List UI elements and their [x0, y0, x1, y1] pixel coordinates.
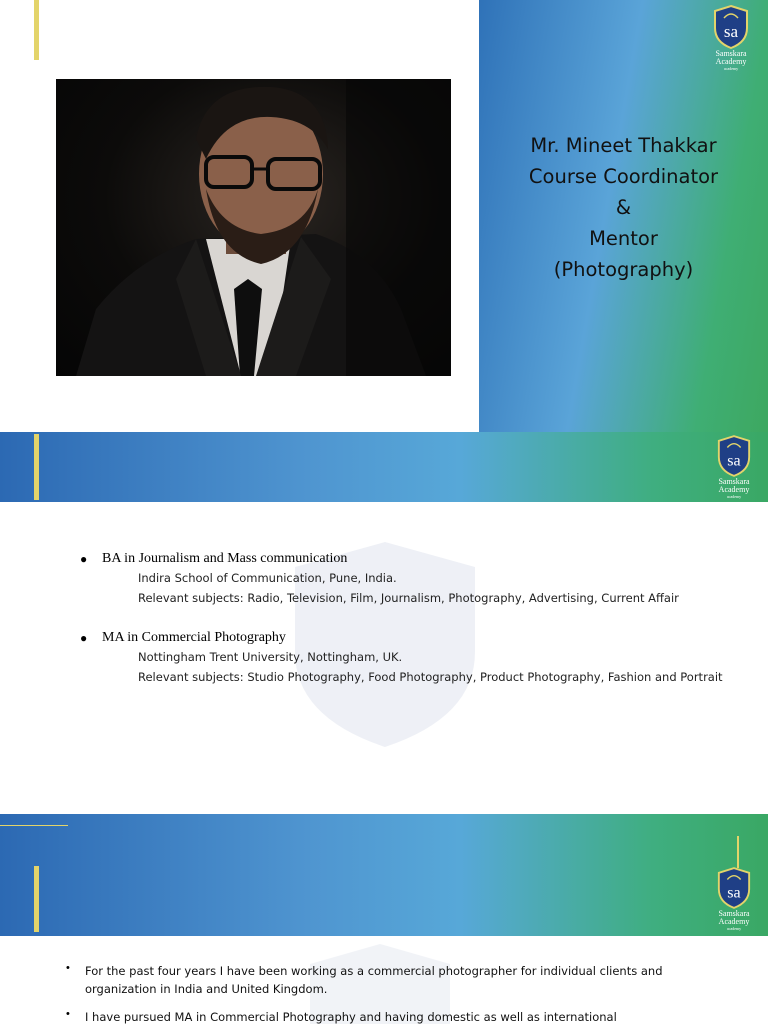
header-band: [0, 814, 768, 936]
logo-tagline: academy: [726, 494, 742, 499]
experience-list: [66, 962, 706, 1024]
profile-title: [479, 130, 768, 285]
experience-text: I have pursued MA in Commercial Photography and having domestic as well as international: [85, 1010, 617, 1024]
bullet-icon: ●: [80, 631, 88, 645]
logo-line2: Academy: [718, 485, 750, 494]
logo-line1: Samskara: [718, 909, 750, 918]
header-band: [0, 432, 768, 502]
degree-title: MA in Commercial Photography: [102, 630, 286, 645]
slide-profile: [0, 0, 768, 432]
bullet-icon: ●: [80, 552, 88, 566]
bullet-icon: •: [66, 1008, 70, 1020]
logo-line1: Samskara: [718, 477, 750, 486]
institution: Nottingham Trent University, Nottingham, UK.: [138, 650, 403, 664]
shield-icon: [716, 866, 752, 910]
person-name: Mr. Mineet Thakkar: [530, 134, 717, 157]
person-field: (Photography): [553, 258, 694, 281]
bullet-icon: •: [66, 962, 70, 974]
slide-experience: [0, 814, 768, 1024]
logo-line1: Samskara: [715, 49, 747, 58]
title-panel: [479, 0, 768, 432]
experience-text: For the past four years I have been working as a commercial photographer for individual clients and organization in India and United Kingdom.: [85, 964, 663, 996]
accent-line: [0, 825, 68, 826]
person-role: Course Coordinator: [528, 165, 719, 188]
list-item: [80, 550, 760, 608]
logo-line2: Academy: [718, 917, 750, 926]
academy-logo: [706, 4, 756, 71]
portrait-photo: [56, 79, 451, 376]
svg-text:sa: sa: [723, 22, 739, 41]
slide-education: [0, 432, 768, 814]
svg-text:sa: sa: [727, 884, 741, 902]
academy-logo: [708, 866, 760, 931]
education-list: [80, 550, 760, 708]
portrait-illustration: [56, 79, 451, 376]
svg-text:sa: sa: [351, 627, 419, 715]
accent-line: [737, 836, 739, 868]
svg-text:sa: sa: [727, 452, 741, 470]
list-item: [66, 1008, 706, 1024]
logo-line2: Academy: [715, 57, 747, 66]
ampersand: &: [615, 196, 632, 219]
accent-line: [34, 434, 39, 500]
subjects: Relevant subjects: Radio, Television, Film, Journalism, Photography, Advertising, Current Affair: [138, 591, 679, 605]
institution: Indira School of Communication, Pune, India.: [138, 571, 397, 585]
person-role-2: Mentor: [589, 227, 658, 250]
logo-tagline: academy: [723, 66, 739, 71]
subjects: Relevant subjects: Studio Photography, Food Photography, Product Photography, Fashion and Portrait: [138, 670, 723, 684]
list-item: [66, 962, 706, 998]
logo-tagline: academy: [726, 926, 742, 931]
accent-line: [34, 866, 39, 932]
degree-title: BA in Journalism and Mass communication: [102, 551, 348, 566]
list-item: [80, 629, 760, 687]
academy-logo: [708, 434, 760, 499]
shield-icon: [712, 4, 750, 50]
accent-bar: [34, 0, 39, 60]
shield-icon: [716, 434, 752, 478]
